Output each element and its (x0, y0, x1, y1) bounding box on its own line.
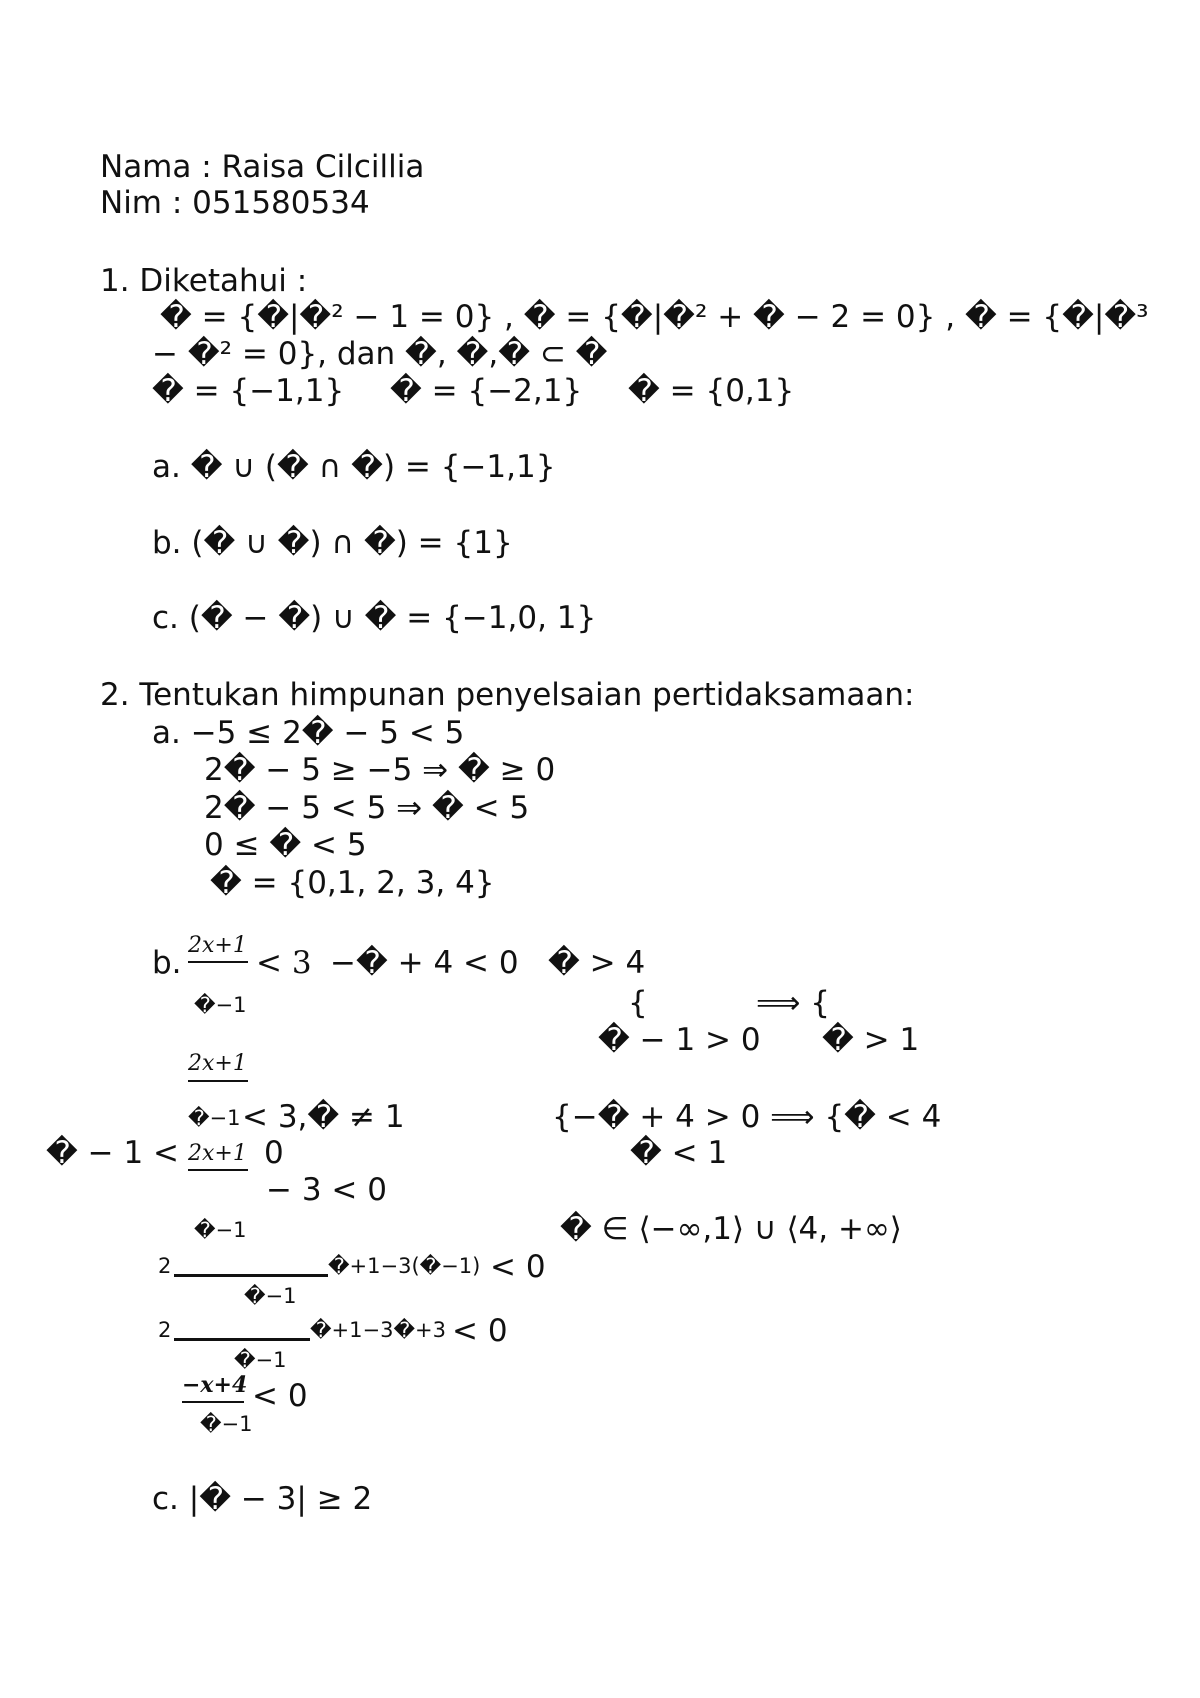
q2b-case2-result: � > 1 (822, 1022, 920, 1058)
q2b-case1: −� + 4 < 0 (330, 945, 519, 981)
q2-title: 2. Tentukan himpunan penyelsaian pertidaksamaan: (100, 677, 915, 713)
student-name: Nama : Raisa Cilcillia (100, 149, 425, 185)
q2b-step1-prefix: 2 (158, 1254, 172, 1278)
q1-definition-line2: − �² = 0}, dan �, �,� ⊂ � (152, 336, 608, 372)
q2a-line3: 2� − 5 < 5 ⇒ � < 5 (204, 790, 530, 826)
q2a-line2: 2� − 5 ≥ −5 ⇒ � ≥ 0 (204, 752, 556, 788)
q2b-step2-num: �+1−3�+3 (310, 1318, 446, 1342)
q2b-step2-bar (174, 1338, 310, 1341)
q2b-step1-num: �+1−3(�−1) (328, 1254, 481, 1278)
q1-answer-b: b. (� ∪ �) ∩ �) = {1} (152, 525, 513, 561)
q1-answer-a: a. � ∪ (� ∩ �) = {−1,1} (152, 449, 556, 485)
q2b-case2: � − 1 > 0 (598, 1022, 761, 1058)
q2b-case3: {−� + 4 > 0 ⟹ {� < 4 (552, 1099, 942, 1135)
q2b-frac2-bar (188, 1080, 248, 1082)
q1-answer-c: c. (� − �) ∪ � = {−1,0, 1} (152, 600, 597, 636)
q2b-frac1-num: 2x+1 (188, 933, 247, 958)
q2b-step1-bar (174, 1274, 328, 1277)
q2b-frac1-bar (188, 961, 248, 963)
q2b-step1-den: �−1 (244, 1284, 297, 1308)
q2b-left-expr: � − 1 < (46, 1135, 180, 1171)
q2b-frac2-num: 2x+1 (188, 1051, 247, 1076)
q2b-step1-lt: < 0 (490, 1249, 546, 1285)
q2b-neq: < 3,� ≠ 1 (242, 1099, 405, 1135)
q2b-step2-den: �−1 (234, 1348, 287, 1372)
q2b-zero: 0 (264, 1135, 284, 1171)
q2b-solution: � ∈ ⟨−∞,1⟩ ∪ ⟨4, +∞⟩ (560, 1211, 902, 1247)
q2b-frac3-num: 2x+1 (188, 1141, 247, 1166)
q2b-frac2-den: �−1 (188, 1106, 241, 1130)
q2c-line: c. |� − 3| ≥ 2 (152, 1481, 373, 1517)
q2a-line1: a. −5 ≤ 2� − 5 < 5 (152, 715, 465, 751)
q1-set-a: � = {−1,1} (152, 373, 345, 409)
q2b-frac4-den: �−1 (194, 1218, 247, 1242)
q2b-step2-lt: < 0 (452, 1313, 508, 1349)
q1-title: 1. Diketahui : (100, 263, 308, 299)
q2b-label: b. (152, 945, 182, 981)
q2b-step3-den: �−1 (200, 1412, 253, 1436)
student-nim: Nim : 051580534 (100, 185, 370, 221)
q2b-step3-lt: < 0 (252, 1378, 308, 1414)
q2b-case1-result: � > 4 (548, 945, 646, 981)
q2b-minus3: − 3 < 0 (266, 1172, 387, 1208)
q2a-line4: 0 ≤ � < 5 (204, 827, 367, 863)
q1-set-b: � = {−2,1} (390, 373, 583, 409)
q2b-frac3-bar (188, 1169, 248, 1171)
q1-set-c: � = {0,1} (628, 373, 795, 409)
q1-definition-line1: � = {�|�² − 1 = 0} , � = {�|�² + � − 2 = 0} , � = {�|�³ (160, 299, 1149, 335)
q2b-step3-num: −x+4 (182, 1372, 248, 1398)
q2b-step2-prefix: 2 (158, 1318, 172, 1342)
q2b-case4: � < 1 (630, 1135, 728, 1171)
q2b-step3-bar (182, 1401, 244, 1403)
q2b-implies1: ⟹ { (756, 985, 831, 1021)
q2b-brace1: { (628, 985, 648, 1021)
q2a-line5: � = {0,1, 2, 3, 4} (210, 865, 495, 901)
q2b-frac1-den: �−1 (194, 993, 247, 1017)
q2b-lt3: < 3 (256, 945, 312, 981)
